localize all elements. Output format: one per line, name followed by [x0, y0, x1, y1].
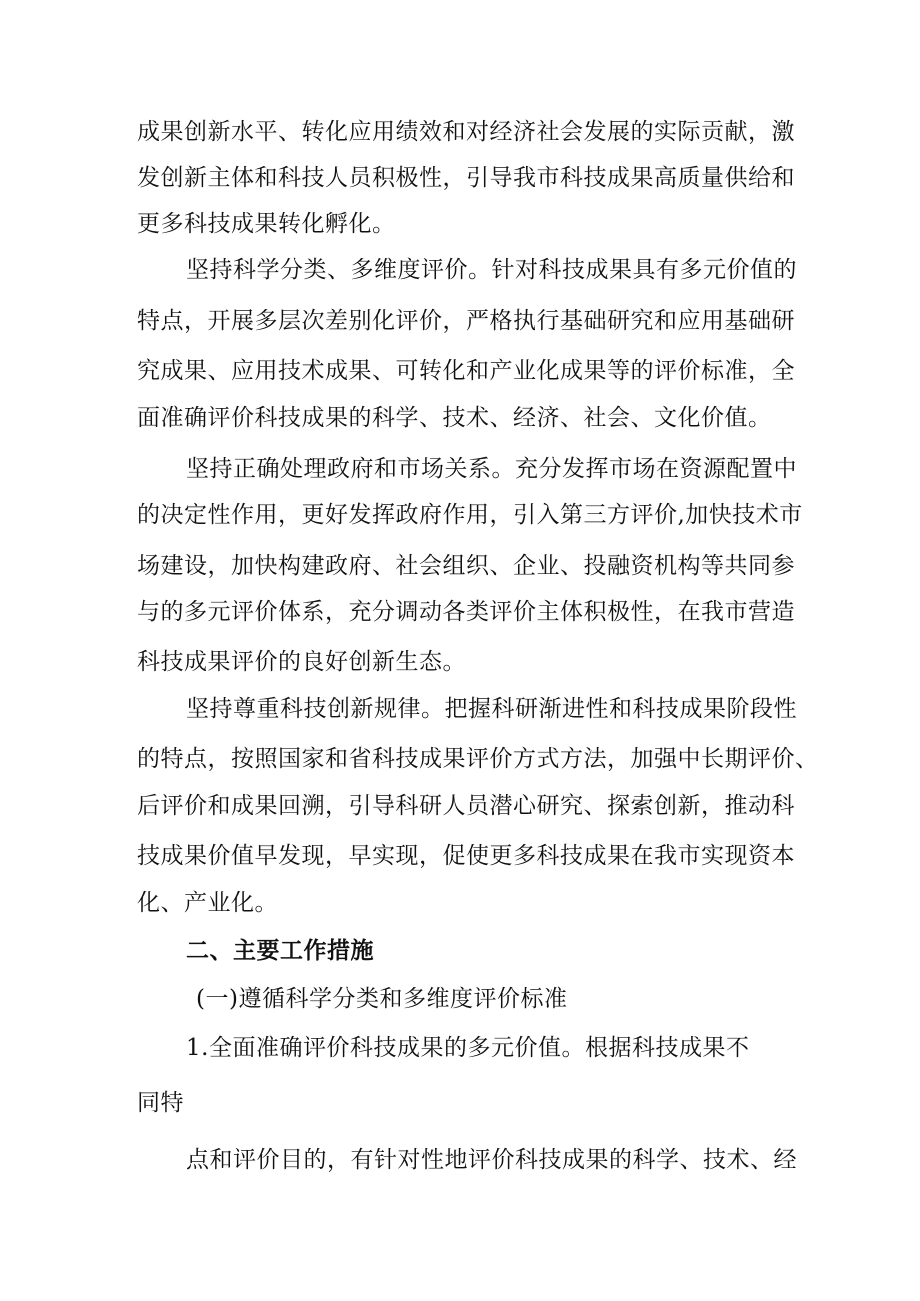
paragraph-line: 坚持科学分类、多维度评价。针对科技成果具有多元价值的 [186, 257, 797, 283]
paragraph-line: 的特点，按照国家和省科技成果评价方式方法，加强中长期评价、 [137, 746, 819, 772]
paragraph-line: 究成果、应用技术成果、可转化和产业化成果等的评价标准，全 [137, 358, 795, 384]
paragraph-line: 场建设，加快构建政府、社会组织、企业、投融资机构等共同参 [137, 553, 795, 579]
paragraph-line: 坚持尊重科技创新规律。把握科研渐进性和科技成果阶段性 [186, 696, 797, 722]
paragraph-line: 化、产业化。 [137, 890, 278, 916]
section-heading: 二、主要工作措施 [186, 938, 374, 964]
paragraph-line: 技成果价值早发现，早实现，促使更多科技成果在我市实现资本 [137, 843, 795, 869]
paragraph-line: 后评价和成果回溯，引导科研人员潜心研究、探索创新，推动科 [137, 793, 795, 819]
paragraph-line: 坚持正确处理政府和市场关系。充分发挥市场在资源配置中 [186, 456, 797, 482]
paragraph-line: 更多科技成果转化孵化。 [137, 211, 396, 237]
paragraph-line: 发创新主体和科技人员积极性，引导我市科技成果高质量供给和 [137, 165, 795, 191]
paragraph-line: 成果创新水平、转化应用绩效和对经济社会发展的实际贡献，激 [137, 119, 795, 145]
paragraph-line: 面准确评价科技成果的科学、技术、经济、社会、文化价值。 [137, 405, 772, 431]
paragraph-line: 的决定性作用，更好发挥政府作用，引入第三方评价,加快技术市 [137, 502, 803, 528]
paragraph-line: 科技成果评价的良好创新生态。 [137, 649, 466, 675]
list-item-line: 1.全面准确评价科技成果的多元价值。根据科技成果不 [186, 1035, 750, 1061]
paragraph-line: 与的多元评价体系，充分调动各类评价主体积极性，在我市营造 [137, 599, 795, 625]
paragraph-line: 特点，开展多层次差别化评价，严格执行基础研究和应用基础研 [137, 308, 795, 334]
list-item-line: 同特 [137, 1090, 184, 1116]
list-item-line: 点和评价目的，有针对性地评价科技成果的科学、技术、经 [186, 1147, 797, 1173]
subsection-heading: (一)遵循科学分类和多维度评价标准 [196, 986, 568, 1012]
